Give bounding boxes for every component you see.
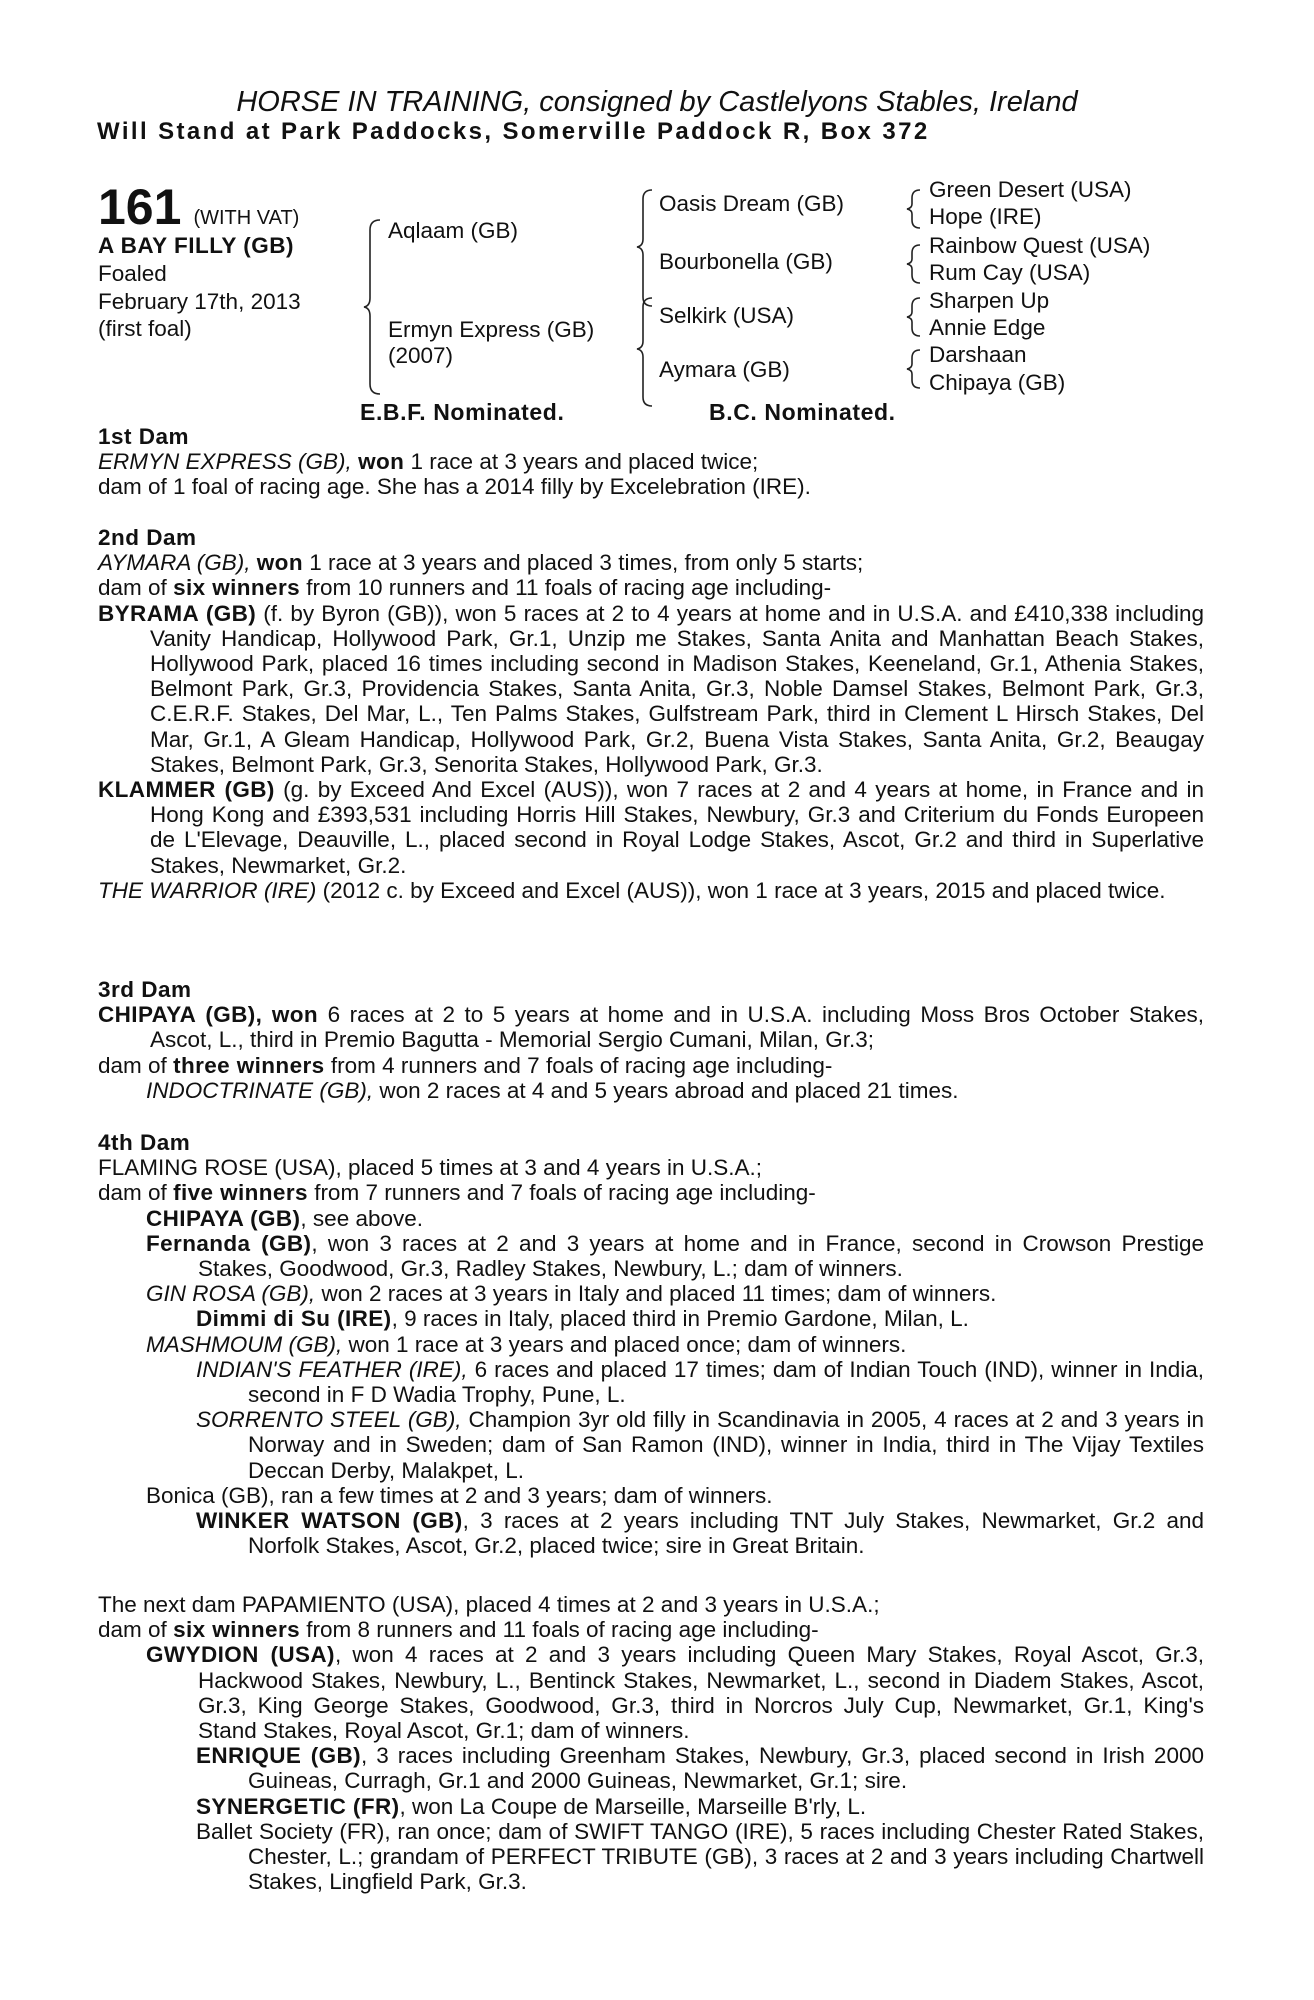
dam-4-record: FLAMING ROSE (USA), placed 5 times at 3 and 4 years in U.S.A.; — [98, 1155, 762, 1181]
dam-1-section: 1st Dam ERMYN EXPRESS (GB), won 1 race at 3 years and placed twice; dam of 1 foal of racing age. She has a 2014 filly by Excelebration (IRE). — [98, 424, 1204, 500]
pedigree-ddd: Chipaya (GB) — [929, 370, 1066, 395]
produce-indoctrinate: INDOCTRINATE (GB), won 2 races at 4 and 5 years abroad and placed 21 times. — [146, 1077, 959, 1103]
dam-1-produce: dam of 1 foal of racing age. She has a 2014 filly by Excelebration (IRE). — [98, 474, 811, 500]
dam-3-heading: 3rd Dam — [98, 977, 192, 1002]
dam-2-section: 2nd Dam AYMARA (GB), won 1 race at 3 years and placed 3 times, from only 5 starts; dam of six winners from 10 runners and 11 foals of racing age including- BYRAMA (GB) (f. by Byron (GB)), won 5 races at 2 to 4 years at home and in U.S.A. and £410,338 including Vanity Handicap, Hollywood Park, Gr.1, Unzip me Stakes, Santa Anita and Manhattan Beach Stakes, Hollywood Park, placed 16 times including second in Madison Stakes, Keeneland, Gr.1, Athenia Stakes, Belmont Park, Gr.3, Providencia Stakes, Santa Anita, Gr.3, Noble Damsel Stakes, Belmont Park, Gr.3, C.E.R.F. Stakes, Del Mar, L., Ten Palms Stakes, Gulfstream Park, third in Clement L Hirsch Stakes, Del Mar, Gr.1, A Gleam Handicap, Hollywood Park, Gr.2, Buena Vista Stakes, Santa Anita, Gr.2, Beaugay Stakes, Belmont Park, Gr.3, Senorita Stakes, Hollywood Park, Gr.3. KLAMMER (GB) (g. by Exceed And Excel (AUS)), won 7 races at 2 and 4 years at home, in France and in Hong Kong and £393,531 including Horris Hill Stakes, Newbury, Gr.3 and Criterium du Fonds Europeen de L'Elevage, Deauville, L., placed second in Royal Lodge Stakes, Ascot, Gr.2 and third in Superlative Stakes, Newmarket, Gr.2. THE WARRIOR (IRE) (2012 c. by Exceed and Excel (AUS)), won 1 race at 3 years, 2015 and placed twice. — [98, 525, 1204, 903]
produce-mashmoum: MASHMOUM (GB), won 1 race at 3 years and placed once; dam of winners. — [146, 1331, 907, 1357]
pedigree-sds: Rainbow Quest (USA) — [929, 233, 1151, 258]
foaled-label: Foaled — [98, 261, 167, 286]
lot-title: A BAY FILLY (GB) — [98, 233, 294, 258]
produce-winker-watson: WINKER WATSON (GB), 3 races at 2 years including TNT July Stakes, Newmarket, Gr.2 and Norfolk Stakes, Ascot, Gr.2, placed twice; sire in Great Britain. — [196, 1508, 1204, 1559]
pedigree-ssd: Hope (IRE) — [929, 204, 1042, 229]
foaled-date: February 17th, 2013 — [98, 289, 301, 314]
dam-1-heading: 1st Dam — [98, 424, 190, 449]
pedigree-brackets — [0, 0, 1314, 420]
pedigree-sdd: Rum Cay (USA) — [929, 260, 1091, 285]
produce-byrama: BYRAMA (GB) (f. by Byron (GB)), won 5 races at 2 to 4 years at home and in U.S.A. and £410,338 including Vanity Handicap, Hollywood Park, Gr.1, Unzip me Stakes, Santa Anita and Manhattan Beach Stakes, Hollywood Park, placed 16 times including second in Madison Stakes, Keeneland, Gr.1, Athenia Stakes, Belmont Park, Gr.3, Providencia Stakes, Santa Anita, Gr.3, Noble Damsel Stakes, Belmont Park, Gr.3, C.E.R.F. Stakes, Del Mar, L., Ten Palms Stakes, Gulfstream Park, third in Clement L Hirsch Stakes, Del Mar, Gr.1, A Gleam Handicap, Hollywood Park, Gr.2, Buena Vista Stakes, Santa Anita, Gr.2, Beaugay Stakes, Belmont Park, Gr.3, Senorita Stakes, Hollywood Park, Gr.3. — [98, 600, 1204, 777]
pedigree-sire-sire: Oasis Dream (GB) — [659, 191, 845, 216]
dam-3-section: 3rd Dam CHIPAYA (GB), won 6 races at 2 to 5 years at home and in U.S.A. including Moss Bros October Stakes, Ascot, L., third in Premio Bagutta - Memorial Sergio Cumani, Milan, Gr.3; dam of three winners from 4 runners and 7 foals of racing age including- INDOCTRINATE (GB), won 2 races at 4 and 5 years abroad and placed 21 times. — [98, 977, 1204, 1103]
pedigree-dam-sire: Selkirk (USA) — [659, 303, 795, 328]
produce-dimmi-di-su: Dimmi di Su (IRE), 9 races in Italy, placed third in Premio Gardone, Milan, L. — [196, 1306, 969, 1332]
produce-enrique: ENRIQUE (GB), 3 races including Greenham Stakes, Newbury, Gr.3, placed second in Irish 2000 Guineas, Curragh, Gr.1 and 2000 Guineas, Newmarket, Gr.1; sire. — [196, 1743, 1204, 1794]
stabling-line: Will Stand at Park Paddocks, Somerville Paddock R, Box 372 — [97, 118, 930, 145]
dam-4-heading: 4th Dam — [98, 1130, 191, 1155]
pedigree-sire: Aqlaam (GB) — [388, 218, 519, 243]
pedigree-dam: Ermyn Express (GB) — [388, 317, 595, 342]
pedigree-dss: Sharpen Up — [929, 288, 1050, 313]
pedigree-dam-dam: Aymara (GB) — [659, 357, 790, 382]
ebf-nominated: E.B.F. Nominated. — [360, 399, 565, 425]
next-dam-section: The next dam PAPAMIENTO (USA), placed 4 times at 2 and 3 years in U.S.A.; dam of six winners from 8 runners and 11 foals of racing age including- GWYDION (USA), won 4 races at 2 and 3 years including Queen Mary Stakes, Royal Ascot, Gr.3, Hackwood Stakes, Newbury, L., Bentinck Stakes, Newmarket, L., second in Diadem Stakes, Ascot, Gr.3, King George Stakes, Goodwood, Gr.3, third in Norcros July Cup, Newmarket, Gr.1, King's Stand Stakes, Royal Ascot, Gr.1; dam of winners. ENRIQUE (GB), 3 races including Greenham Stakes, Newbury, Gr.3, placed second in Irish 2000 Guineas, Curragh, Gr.1 and 2000 Guineas, Newmarket, Gr.1; sire. SYNERGETIC (FR), won La Coupe de Marseille, Marseille B'rly, L. Ballet Society (FR), ran once; dam of SWIFT TANGO (IRE), 5 races including Chester Rated Stakes, Chester, L.; grandam of PERFECT TRIBUTE (GB), 3 races at 2 and 3 years including Chartwell Stakes, Lingfield Park, Gr.3. — [98, 1592, 1204, 1895]
first-foal-note: (first foal) — [98, 316, 192, 341]
vat-note: (WITH VAT) — [193, 207, 300, 229]
dam-3-record: CHIPAYA (GB), won 6 races at 2 to 5 years at home and in U.S.A. including Moss Bros October Stakes, Ascot, L., third in Premio Bagutta - Memorial Sergio Cumani, Milan, Gr.3; — [98, 1002, 1204, 1053]
pedigree-dds: Darshaan — [929, 342, 1027, 367]
bc-nominated: B.C. Nominated. — [709, 399, 896, 425]
produce-the-warrior: THE WARRIOR (IRE) (2012 c. by Exceed and Excel (AUS)), won 1 race at 3 years, 2015 and placed twice. — [98, 877, 1166, 903]
produce-fernanda: Fernanda (GB), won 3 races at 2 and 3 years at home and in France, second in Crowson Prestige Stakes, Goodwood, Gr.3, Radley Stakes, Newbury, L.; dam of winners. — [146, 1230, 1204, 1282]
dam-2-name: AYMARA (GB), — [98, 550, 251, 576]
consignor-line: HORSE IN TRAINING, consigned by Castlelyons Stables, Ireland — [236, 86, 1078, 118]
produce-klammer: KLAMMER (GB) (g. by Exceed And Excel (AUS)), won 7 races at 2 and 4 years at home, in France and in Hong Kong and £393,531 including Horris Hill Stakes, Newbury, Gr.3 and Criterium du Fonds Europeen de L'Elevage, Deauville, L., placed second in Royal Lodge Stakes, Ascot, Gr.2 and third in Superlative Stakes, Newmarket, Gr.2. — [98, 777, 1204, 878]
dam-4-section: 4th Dam FLAMING ROSE (USA), placed 5 times at 3 and 4 years in U.S.A.; dam of five winners from 7 runners and 7 foals of racing age including- CHIPAYA (GB), see above. Fernanda (GB), won 3 races at 2 and 3 years at home and in France, second in Crowson Prestige Stakes, Goodwood, Gr.3, Radley Stakes, Newbury, L.; dam of winners. GIN ROSA (GB), won 2 races at 3 years in Italy and placed 11 times; dam of winners. Dimmi di Su (IRE), 9 races in Italy, placed third in Premio Gardone, Milan, L. MASHMOUM (GB), won 1 race at 3 years and placed once; dam of winners. INDIAN'S FEATHER (IRE), 6 races and placed 17 times; dam of Indian Touch (IND), winner in India, second in F D Wadia Trophy, Pune, L. SORRENTO STEEL (GB), Champion 3yr old filly in Scandinavia in 2005, 4 races at 2 and 3 years in Norway and in Sweden; dam of San Ramon (IND), winner in India, third in The Vijay Textiles Deccan Derby, Malakpet, L. Bonica (GB), ran a few times at 2 and 3 years; dam of winners. WINKER WATSON (GB), 3 races at 2 years including TNT July Stakes, Newmarket, Gr.2 and Norfolk Stakes, Ascot, Gr.2, placed twice; sire in Great Britain. — [98, 1130, 1204, 1559]
produce-synergetic: SYNERGETIC (FR), won La Coupe de Marseille, Marseille B'rly, L. — [196, 1793, 867, 1819]
next-dam-record: The next dam PAPAMIENTO (USA), placed 4 times at 2 and 3 years in U.S.A.; — [98, 1592, 880, 1617]
dam-2-heading: 2nd Dam — [98, 525, 197, 550]
produce-indians-feather: INDIAN'S FEATHER (IRE), 6 races and placed 17 times; dam of Indian Touch (IND), winner in India, second in F D Wadia Trophy, Pune, L. — [196, 1356, 1204, 1408]
lot-number: 161 — [98, 179, 182, 235]
pedigree-dsd: Annie Edge — [929, 315, 1046, 340]
produce-gwydion: GWYDION (USA), won 4 races at 2 and 3 years including Queen Mary Stakes, Royal Ascot, Gr.3, Hackwood Stakes, Newbury, L., Bentinck Stakes, Newmarket, L., second in Diadem Stakes, Ascot, Gr.3, King George Stakes, Goodwood, Gr.3, third in Norcros July Cup, Newmarket, Gr.1, King's Stand Stakes, Royal Ascot, Gr.1; dam of winners. — [146, 1642, 1204, 1744]
produce-sorrento-steel: SORRENTO STEEL (GB), Champion 3yr old filly in Scandinavia in 2005, 4 races at 2 and 3 years in Norway and in Sweden; dam of San Ramon (IND), winner in India, third in The Vijay Textiles Deccan Derby, Malakpet, L. — [196, 1407, 1204, 1483]
produce-chipaya: CHIPAYA (GB), see above. — [146, 1205, 424, 1231]
produce-bonica: Bonica (GB), ran a few times at 2 and 3 years; dam of winners. — [146, 1482, 773, 1508]
pedigree-sire-dam: Bourbonella (GB) — [659, 249, 833, 274]
dam-1-name: ERMYN EXPRESS (GB), — [98, 449, 352, 475]
pedigree-dam-year: (2007) — [388, 343, 454, 368]
produce-ballet-society: Ballet Society (FR), ran once; dam of SWIFT TANGO (IRE), 5 races including Chester Rated Stakes, Chester, L.; grandam of PERFECT TRIBUTE (GB), 3 races at 2 and 3 years including Chartwell Stakes, Lingfield Park, Gr.3. — [196, 1818, 1204, 1895]
produce-gin-rosa: GIN ROSA (GB), won 2 races at 3 years in Italy and placed 11 times; dam of winners. — [146, 1281, 997, 1307]
pedigree-sss: Green Desert (USA) — [929, 177, 1132, 202]
